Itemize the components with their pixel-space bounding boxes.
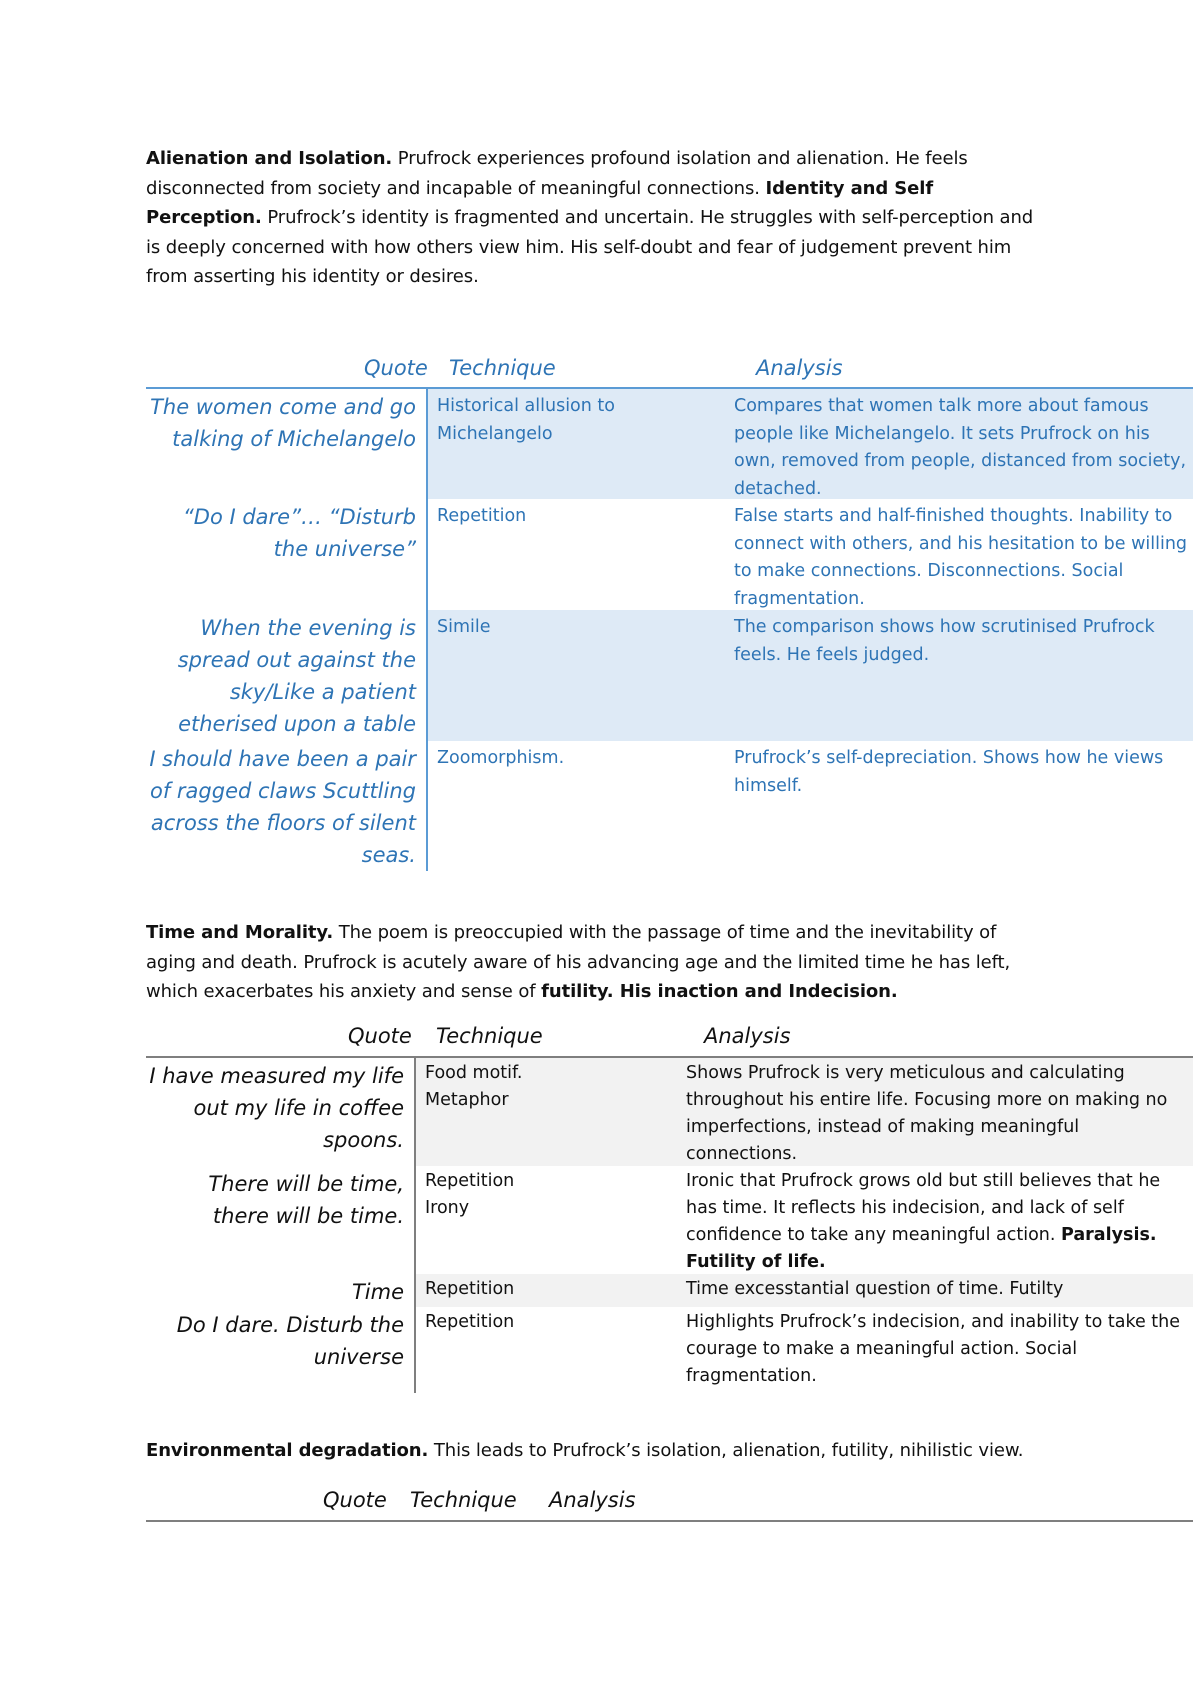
analysis-cell — [686, 1274, 1193, 1307]
quote-cell: There will be time, there will be time. — [146, 1166, 416, 1274]
quote-cell: Time — [146, 1274, 416, 1307]
table-row — [146, 610, 1193, 741]
technique-line: Food motif. — [425, 1063, 523, 1083]
time-table-header — [146, 1022, 1193, 1058]
section1-heading-identity: Identity and Self Perception. — [146, 177, 934, 228]
table-row — [146, 499, 1193, 610]
table-row — [146, 1307, 1193, 1393]
table-row — [146, 1058, 1193, 1166]
technique-line: Irony — [425, 1198, 470, 1218]
analysis-cell — [686, 1166, 1193, 1274]
technique-line: Metaphor — [425, 1090, 509, 1110]
analysis-cell — [686, 1307, 1193, 1393]
header-technique: Technique — [436, 1024, 543, 1048]
technique-cell — [416, 1166, 686, 1274]
technique-line: Repetition — [425, 1279, 515, 1299]
header-analysis: Analysis — [704, 1024, 791, 1048]
technique-cell: Simile — [428, 610, 734, 741]
technique-cell — [416, 1058, 686, 1166]
technique-line: Repetition — [425, 1171, 515, 1191]
time-table — [146, 1022, 1193, 1393]
section3-heading-environment: Environmental degradation. — [146, 1440, 429, 1461]
analysis-bold-text: Paralysis. Futility of life. — [686, 1225, 1157, 1272]
analysis-text: Ironic that Prufrock grows old but still believes that he has time. It reflects his indecision, and lack of self confidence to take any meaningful action. — [686, 1171, 1161, 1245]
technique-cell: Historical allusion to Michelangelo — [428, 389, 734, 499]
section1-heading-alienation: Alienation and Isolation. — [146, 148, 393, 169]
section1-text-2: Prufrock’s identity is fragmented and uncertain. He struggles with self-perception and is deeply concerned with how others view him. His self-doubt and fear of judgement prevent him from asserting his identity or desires. — [146, 207, 1034, 287]
section3-text-1: This leads to Prufrock’s isolation, alienation, futility, nihilistic view. — [428, 1440, 1024, 1461]
section2-bold-inaction: His inaction and Indecision. — [613, 981, 898, 1002]
section2-heading-time: Time and Morality. — [146, 922, 334, 943]
table-row — [146, 1274, 1193, 1307]
alienation-table — [146, 355, 1193, 871]
environment-table-header — [146, 1488, 1193, 1522]
header-analysis: Analysis — [756, 356, 843, 380]
quote-cell: I have measured my life out my life in coffee spoons. — [146, 1058, 416, 1166]
header-analysis: Analysis — [549, 1488, 636, 1512]
header-technique: Technique — [410, 1488, 517, 1512]
technique-cell — [416, 1274, 686, 1307]
analysis-cell: False starts and half-finished thoughts. Inability to connect with others, and his hesitation to be willing to make connections. Disconnections. Social fragmentation. — [734, 506, 1188, 609]
header-quote: Quote — [348, 1024, 412, 1048]
section2-text-1: The poem is preoccupied with the passage of time and the inevitability of aging and death. Prufrock is acutely aware of his advancing age and the limited time he has left, which exacerbates his anxiety and sense of — [146, 922, 1011, 1002]
quote-cell: When the evening is spread out against the sky/Like a patient etherised upon a table — [146, 610, 428, 741]
alienation-table-header — [146, 355, 1193, 389]
section2-bold-futility: futility. — [541, 981, 614, 1002]
technique-cell: Repetition — [437, 506, 527, 526]
technique-cell: Zoomorphism. — [437, 748, 565, 768]
analysis-cell: Prufrock’s self-depreciation. Shows how he views himself. — [734, 748, 1164, 796]
analysis-cell: The comparison shows how scrutinised Prufrock feels. He feels judged. — [734, 610, 1193, 741]
technique-line: Repetition — [425, 1312, 515, 1332]
table-row — [146, 741, 1193, 871]
table-row — [146, 1166, 1193, 1274]
quote-cell: “Do I dare”… “Disturb the universe” — [146, 499, 428, 610]
table-row — [146, 389, 1193, 499]
section3-paragraph — [146, 1436, 1096, 1466]
section1-paragraph — [146, 144, 1046, 292]
quote-cell: I should have been a pair of ragged claws Scuttling across the floors of silent seas. — [146, 741, 428, 871]
header-technique: Technique — [449, 356, 556, 380]
analysis-text: Time excesstantial question of time. Futilty — [686, 1279, 1064, 1299]
quote-cell: Do I dare. Disturb the universe — [146, 1307, 416, 1393]
analysis-cell: Compares that women talk more about famous people like Michelangelo. It sets Prufrock on his own, removed from people, distanced from society, detached. — [734, 389, 1193, 499]
analysis-cell — [686, 1058, 1193, 1166]
section2-paragraph — [146, 918, 1046, 1007]
header-quote: Quote — [364, 356, 428, 380]
section1-text-1: Prufrock experiences profound isolation and alienation. He feels disconnected from society and incapable of meaningful connections. — [146, 148, 968, 199]
header-quote: Quote — [323, 1488, 387, 1512]
analysis-text: Highlights Prufrock’s indecision, and inability to take the courage to make a meaningful action. Social fragmentation. — [686, 1312, 1181, 1386]
technique-cell — [416, 1307, 686, 1393]
analysis-text: Shows Prufrock is very meticulous and calculating throughout his entire life. Focusing more on making no imperfections, instead of making meaningful connections. — [686, 1063, 1168, 1164]
quote-cell: The women come and go talking of Michelangelo — [146, 389, 428, 499]
